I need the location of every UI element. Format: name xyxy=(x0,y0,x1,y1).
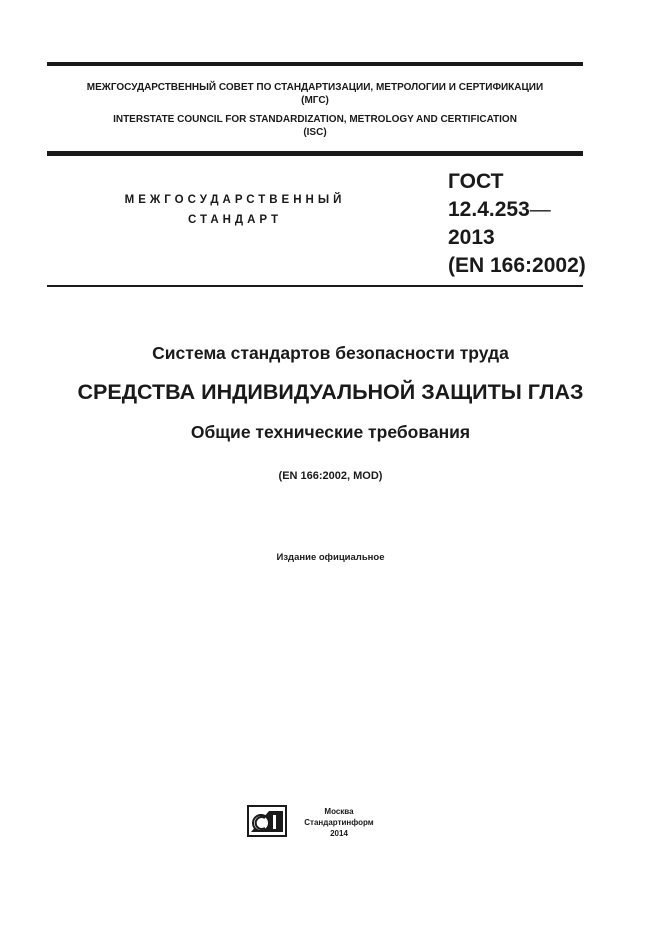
equivalence-note: (EN 166:2002, MOD) xyxy=(278,470,383,482)
council-name-ru: МЕЖГОСУДАРСТВЕННЫЙ СОВЕТ ПО СТАНДАРТИЗАЦИИ, МЕТРОЛОГИИ И СЕРТИФИКАЦИИ xyxy=(86,82,544,93)
council-abbr-en: (ISC) xyxy=(303,127,327,138)
upper-rule xyxy=(47,151,583,156)
top-rule xyxy=(47,62,583,66)
designation-year: 2013 xyxy=(448,226,495,249)
sub-title: Общие технические требования xyxy=(190,422,471,442)
lower-rule xyxy=(47,285,583,287)
designation-block xyxy=(448,168,586,280)
designation-prefix: ГОСТ xyxy=(448,170,504,193)
system-title: Система стандартов безопасности труда xyxy=(152,343,509,363)
publisher-city: Москва xyxy=(324,807,354,816)
edition-note: Издание официальное xyxy=(276,552,385,563)
standard-type-line1: МЕЖГОСУДАРСТВЕННЫЙ xyxy=(124,194,346,206)
publisher-block xyxy=(294,806,384,839)
council-abbr-ru: (МГС) xyxy=(301,95,329,106)
standard-type xyxy=(100,190,370,230)
standartinform-logo-icon xyxy=(247,805,287,837)
designation-dash: — xyxy=(529,198,551,221)
publisher-name: Стандартинформ xyxy=(304,818,374,827)
main-title: СРЕДСТВА ИНДИВИДУАЛЬНОЙ ЗАЩИТЫ ГЛАЗ xyxy=(77,380,584,404)
standard-type-line2: СТАНДАРТ xyxy=(188,214,282,226)
designation-number: 12.4.253 xyxy=(448,198,530,221)
publisher-year: 2014 xyxy=(330,829,348,838)
designation-ref: (EN 166:2002) xyxy=(448,254,586,277)
council-name-en: INTERSTATE COUNCIL FOR STANDARDIZATION, METROLOGY AND CERTIFICATION xyxy=(113,114,517,125)
